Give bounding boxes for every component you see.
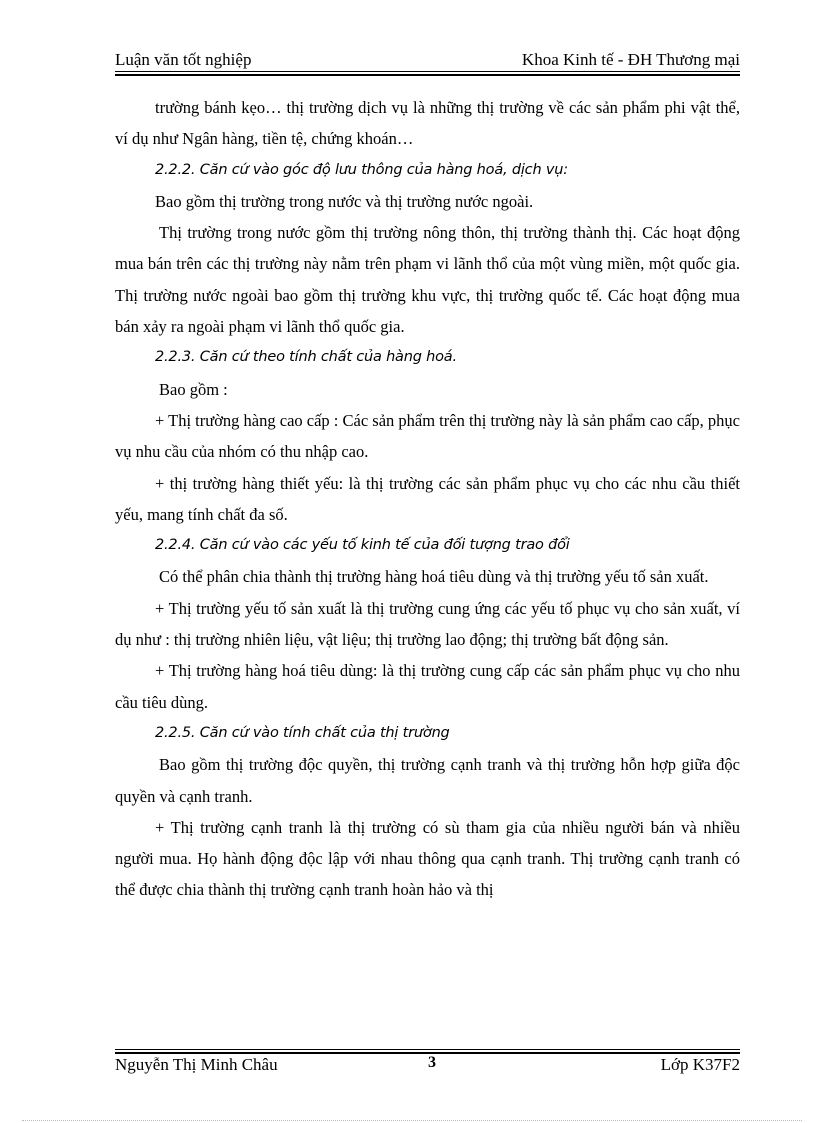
section-heading-2-2-3: 2.2.3. Căn cứ theo tính chất của hàng hoá. — [155, 349, 457, 366]
paragraph: Bao gồm thị trường trong nước và thị trường nước ngoài. — [155, 191, 534, 211]
section-heading-2-2-4: 2.2.4. Căn cứ vào các yếu tố kinh tế của đối tượng trao đổi — [155, 537, 570, 554]
header-rule-thin — [115, 71, 740, 72]
paragraph: Thị trường trong nước gồm thị trường nông thôn, thị trường thành thị. Các hoạt động mua bán trên các thị trường này nằm trên phạm vi lãnh thổ của một vùng miền, một quốc gia. Thị trường nước ngoài bao gồm thị trường khu vực, thị trường quốc tế. Các hoạt động mua bán xảy ra ngoài phạm vi lãnh thổ quốc gia. — [115, 223, 740, 337]
footer-class: Lớp K37F2 — [660, 1055, 740, 1074]
page-body — [115, 92, 740, 906]
paragraph: Bao gồm thị trường độc quyền, thị trường cạnh tranh và thị trường hỗn hợp giữa độc quyền và cạnh tranh. — [115, 755, 740, 806]
paragraph-continuation: trường bánh kẹo… thị trường dịch vụ là những thị trường về các sản phẩm phi vật thể, ví dụ như Ngân hàng, tiền tệ, chứng khoán… — [115, 98, 740, 149]
page-header — [115, 50, 740, 72]
section-heading-2-2-2: 2.2.2. Căn cứ vào góc độ lưu thông của hàng hoá, dịch vụ: — [155, 161, 568, 178]
header-thesis-label: Luận văn tốt nghiệp — [115, 50, 252, 69]
page-number: 3 — [428, 1054, 436, 1071]
page-footer — [115, 1055, 740, 1079]
bullet-item: + thị trường hàng thiết yếu: là thị trường các sản phẩm phục vụ cho các nhu cầu thiết yếu, mang tính chất đa số. — [115, 473, 740, 524]
footer-author: Nguyễn Thị Minh Châu — [115, 1055, 278, 1074]
footer-rule-thin — [115, 1049, 740, 1050]
bullet-item: + Thị trường hàng hoá tiêu dùng: là thị trường cung cấp các sản phẩm phục vụ cho nhu cầu tiêu dùng. — [115, 661, 740, 712]
section-heading-2-2-5: 2.2.5. Căn cứ vào tính chất của thị trường — [155, 724, 450, 741]
bullet-item: + Thị trường hàng cao cấp : Các sản phẩm trên thị trường này là sản phẩm cao cấp, phục vụ nhu cầu của nhóm có thu nhập cao. — [115, 410, 740, 462]
paragraph: Có thể phân chia thành thị trường hàng hoá tiêu dùng và thị trường yếu tố sản xuất. — [159, 567, 709, 587]
paragraph: Bao gồm : — [159, 379, 228, 399]
page-edge-dotted-line — [22, 1120, 802, 1121]
header-faculty-label: Khoa Kinh tế - ĐH Thương mại — [521, 50, 740, 69]
header-rule-thick — [115, 74, 740, 76]
bullet-item: + Thị trường yếu tố sản xuất là thị trường cung ứng các yếu tố phục vụ cho sản xuất, ví dụ như : thị trường nhiên liệu, vật liệu; thị trường lao động; thị trường bất động sản. — [115, 598, 740, 650]
bullet-item: + Thị trường cạnh tranh là thị trường có sù tham gia của nhiều người bán và nhiều người mua. Họ hành động độc lập với nhau thông qua cạnh tranh. Thị trường cạnh tranh có thể được chia thành thị trường cạnh tranh hoàn hảo và thị — [115, 817, 740, 900]
